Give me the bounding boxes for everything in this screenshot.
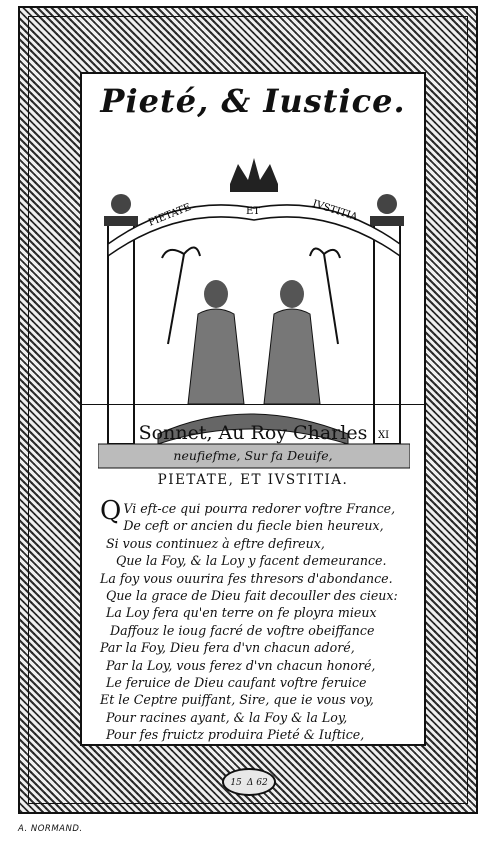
banner-text-right: IVSTITIA — [311, 198, 359, 224]
figure-left-body — [188, 309, 244, 404]
palm-frond-icon — [162, 247, 200, 258]
poem-line: Le feruice de Dieu caufant voftre feruice — [106, 675, 367, 691]
engraver-signature: A. NORMAND. — [18, 824, 83, 834]
content-panel — [80, 72, 426, 746]
medallion-separator: Δ — [246, 778, 257, 788]
right-crown-ornament — [377, 194, 397, 214]
branch-stem — [324, 254, 338, 344]
poem-line: La Loy fera qu'en terre on fe ployra mieux — [106, 605, 377, 621]
dropcap-letter: Q — [100, 496, 122, 526]
poem-line: Pour fes fruictz produira Pieté & Iuftice, — [106, 727, 365, 743]
date-medallion — [222, 768, 276, 796]
figure-right-body — [264, 309, 320, 404]
crown-icon — [230, 158, 278, 184]
figure-right-head — [280, 280, 304, 308]
poem-line: Pour racines ayant, & la Foy & la Loy, — [106, 709, 348, 725]
poem-line: Si vous continuez à eftre defireux, — [106, 535, 325, 551]
right-column — [374, 224, 400, 444]
poem-line: Que la grace de Dieu fait decouller des cieux: — [106, 588, 398, 604]
palm-frond-stem — [168, 254, 184, 344]
motto: PIETATE, ET IVSTITIA. — [157, 472, 349, 488]
poem-line: Vi eft-ce qui pourra redorer voftre France, — [123, 501, 396, 516]
medallion-date-left: 15 — [230, 778, 242, 788]
poem-line: De ceft or ancien du fiecle bien heureux, — [123, 518, 384, 534]
poem-line: Par la Loy, vous ferez d'vn chacun honoré, — [106, 657, 376, 673]
poem — [100, 496, 420, 744]
banner-text-left: PIETATE — [147, 201, 193, 229]
poem-line: Daffouz le ioug facré de voftre obeiffance — [110, 622, 375, 638]
figure-left-head — [204, 280, 228, 308]
left-capital — [104, 216, 138, 226]
sonnet-subtitle: neufiefme, Sur fa Deuife, — [173, 448, 333, 463]
left-column — [108, 224, 134, 444]
poem-line: La foy vous ouurira fes thresors d'abondance. — [100, 570, 393, 586]
poem-line: Par la Foy, Dieu fera d'vn chacun adoré, — [100, 640, 355, 656]
crown-band — [230, 184, 278, 192]
poem-line: Que la Foy, & la Loy y facent demeurance. — [116, 553, 387, 569]
page-title: Pieté, & Iustice. — [100, 82, 406, 120]
poem-line: Et le Ceptre puiffant, Sire, que ie vous voy, — [100, 692, 374, 708]
left-crown-ornament — [111, 194, 131, 214]
divider-line — [82, 404, 424, 405]
right-capital — [370, 216, 404, 226]
medallion-date-right: 62 — [256, 778, 268, 788]
banner-text-center: ET — [246, 206, 260, 217]
sonnet-title: Sonnet, Au Roy Charles — [138, 422, 368, 444]
plate-number: XI — [378, 430, 390, 441]
